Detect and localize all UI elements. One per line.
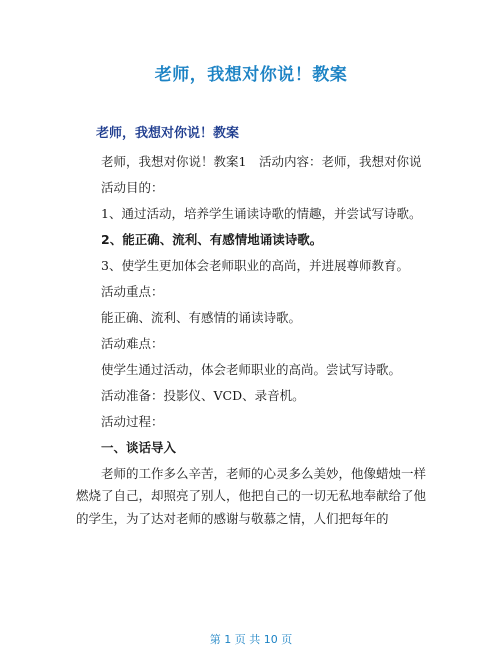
paragraph-process-heading: 活动过程：: [101, 413, 164, 429]
paragraph-difficulty-heading: 活动难点：: [101, 335, 164, 351]
paragraph-key-heading: 活动重点：: [101, 283, 164, 299]
paragraph-key-point: 能正确、流利、有感情的诵读诗歌。: [101, 309, 302, 325]
paragraph-intro: 老师，我想对你说！教案1 活动内容：老师，我想对你说: [101, 154, 422, 169]
section-title: 老师，我想对你说！教案: [96, 126, 240, 141]
paragraph-goal-1: 1、通过活动，培养学生诵读诗歌的情趣，并尝试写诗歌。: [101, 205, 422, 221]
paragraph-difficulty: 使学生通过活动，体会老师职业的高尚。尝试写诗歌。: [101, 361, 402, 377]
paragraph-step-1-heading: 一、谈话导入: [101, 439, 177, 455]
document-body: [76, 151, 426, 534]
paragraph-goal-3: 3、使学生更加体会老师职业的高尚，并进展尊师教育。: [101, 257, 409, 273]
document-title: 老师，我想对你说！教案: [154, 65, 348, 85]
paragraph-preparation: 活动准备：投影仪、VCD、录音机。: [101, 387, 305, 403]
paragraph-goal-heading: 活动目的：: [101, 179, 164, 195]
paragraph-step-1-text: 老师的工作多么辛苦，老师的心灵多么美妙，他像蜡烛一样燃烧了自己，却照亮了别人，他把自己的一切无私地奉献给了他的学生，为了达对老师的感谢与敬慕之情，人们把每年的: [76, 465, 427, 526]
page-footer: 第 1 页 共 10 页: [209, 633, 293, 646]
paragraph-goal-2: 2、能正确、流利、有感情地诵读诗歌。: [101, 231, 323, 247]
